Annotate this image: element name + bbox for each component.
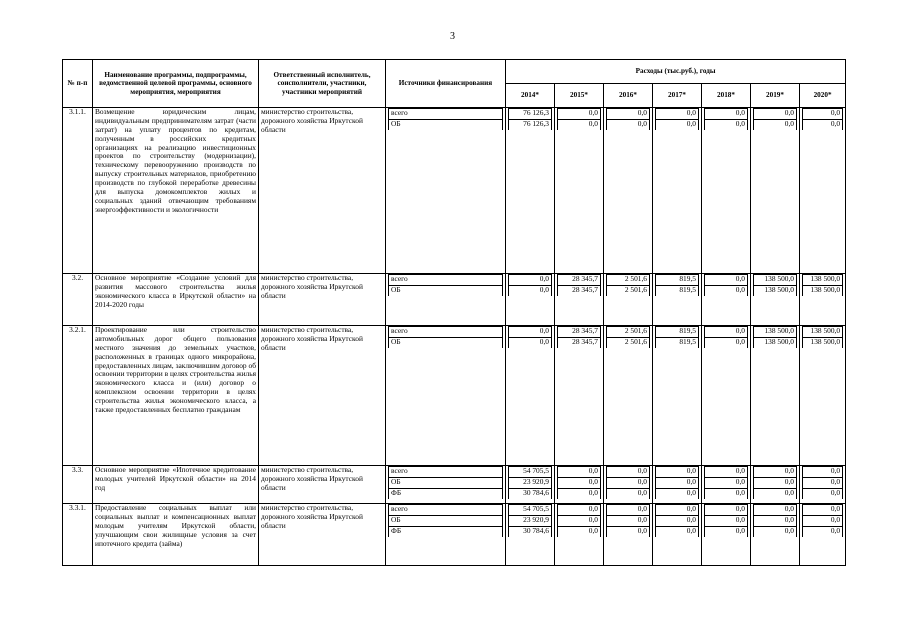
amount-cell-value: 0,0 [607, 527, 650, 538]
amount-cell-value: 0,0 [803, 478, 843, 489]
source-cell [386, 326, 506, 466]
amount-cell [800, 466, 846, 504]
row-executor: министерство строительства, дорожного хозяйства Иркутской области [259, 504, 386, 566]
row-executor: министерство строительства, дорожного хозяйства Иркутской области [259, 274, 386, 326]
source-cell-value: всего [389, 505, 503, 516]
amount-cell [751, 466, 800, 504]
amount-cell [702, 466, 751, 504]
amount-cell-value: 0,0 [558, 109, 601, 120]
source-cell-value: всего [389, 109, 503, 120]
amount-cell-value: 0,0 [705, 505, 748, 516]
amount-cell-value: 138 500,0 [754, 275, 797, 286]
amount-cell-value: 0,0 [656, 109, 699, 120]
row-executor: министерство строительства, дорожного хозяйства Иркутской области [259, 326, 386, 466]
header-year: 2017* [653, 84, 702, 108]
row-executor: министерство строительства, дорожного хозяйства Иркутской области [259, 108, 386, 274]
source-cell-value: ОБ [389, 286, 503, 297]
source-cell [386, 108, 506, 274]
amount-cell-value: 28 345,7 [558, 286, 601, 297]
amount-cell-value: 0,0 [705, 275, 748, 286]
header-executor: Ответственный исполнитель, соисполнители, участники, участники мероприятий [259, 60, 386, 108]
header-year: 2014* [506, 84, 555, 108]
table-row [63, 108, 846, 274]
source-cell [386, 466, 506, 504]
amount-cell [506, 108, 555, 274]
amount-cell [751, 108, 800, 274]
row-number: 3.3. [63, 466, 93, 504]
row-name: Основное мероприятие «Ипотечное кредитование молодых учителей Иркутской области» на 2014 год [93, 466, 259, 504]
amount-cell [604, 326, 653, 466]
source-cell-value: ОБ [389, 478, 503, 489]
amount-cell-value: 23 920,9 [509, 478, 552, 489]
amount-cell [702, 326, 751, 466]
amount-cell-value: 819,5 [656, 338, 699, 349]
amount-cell-value: 30 784,6 [509, 489, 552, 500]
amount-cell [653, 274, 702, 326]
amount-cell [702, 108, 751, 274]
amount-cell [702, 504, 751, 566]
amount-cell-value: 0,0 [656, 120, 699, 131]
amount-cell-value: 0,0 [509, 327, 552, 338]
amount-cell-value: 0,0 [803, 489, 843, 500]
amount-cell-value: 819,5 [656, 327, 699, 338]
amount-cell-value: 0,0 [754, 109, 797, 120]
amount-cell-value: 0,0 [656, 489, 699, 500]
source-cell-value: ФБ [389, 489, 503, 500]
amount-cell-value: 0,0 [558, 527, 601, 538]
header-expenses: Расходы (тыс.руб.), годы [506, 60, 846, 84]
amount-cell-value: 76 126,3 [509, 120, 552, 131]
amount-cell-value: 0,0 [509, 275, 552, 286]
amount-cell-value: 0,0 [705, 489, 748, 500]
amount-cell-value: 0,0 [705, 286, 748, 297]
header-year: 2020* [800, 84, 846, 108]
amount-cell-value: 0,0 [656, 478, 699, 489]
amount-cell-value: 0,0 [558, 505, 601, 516]
table-row [63, 326, 846, 466]
source-cell-value: ОБ [389, 120, 503, 131]
amount-cell [506, 274, 555, 326]
amount-cell-value: 0,0 [656, 467, 699, 478]
amount-cell-value: 0,0 [558, 489, 601, 500]
amount-cell-value: 0,0 [803, 120, 843, 131]
amount-cell-value: 76 126,3 [509, 109, 552, 120]
amount-cell [751, 326, 800, 466]
amount-cell-value: 2 501,6 [607, 275, 650, 286]
amount-cell-value: 2 501,6 [607, 286, 650, 297]
amount-cell-value: 0,0 [705, 327, 748, 338]
amount-cell-value: 0,0 [754, 505, 797, 516]
table-body [63, 108, 846, 566]
row-name: Предоставление социальных выплат или социальных выплат и компенсационных выплат молодым учителям Иркутской области, улучшающим свои жилищные условия за счет ипотечного кредита (займа) [93, 504, 259, 566]
amount-cell-value: 0,0 [705, 478, 748, 489]
source-cell-value: всего [389, 467, 503, 478]
amount-cell-value: 0,0 [705, 467, 748, 478]
amount-cell-value: 0,0 [607, 109, 650, 120]
source-cell-value: ОБ [389, 516, 503, 527]
amount-cell [604, 466, 653, 504]
amount-cell-value: 138 500,0 [754, 327, 797, 338]
amount-cell-value: 0,0 [754, 527, 797, 538]
amount-cell-value: 0,0 [509, 338, 552, 349]
amount-cell [800, 108, 846, 274]
amount-cell-value: 819,5 [656, 286, 699, 297]
header-year: 2015* [555, 84, 604, 108]
source-cell [386, 274, 506, 326]
amount-cell-value: 0,0 [754, 467, 797, 478]
amount-cell-value: 0,0 [803, 505, 843, 516]
amount-cell-value: 138 500,0 [803, 338, 843, 349]
amount-cell-value: 28 345,7 [558, 275, 601, 286]
amount-cell-value: 138 500,0 [803, 286, 843, 297]
amount-cell-value: 0,0 [558, 516, 601, 527]
header-year: 2016* [604, 84, 653, 108]
amount-cell [751, 274, 800, 326]
amount-cell [800, 326, 846, 466]
amount-cell [604, 108, 653, 274]
amount-cell-value: 0,0 [607, 467, 650, 478]
header-year: 2019* [751, 84, 800, 108]
amount-cell-value: 138 500,0 [754, 338, 797, 349]
source-cell [386, 504, 506, 566]
row-number: 3.1.1. [63, 108, 93, 274]
amount-cell-value: 2 501,6 [607, 327, 650, 338]
page-number: 3 [450, 31, 455, 42]
header-num: № п-п [63, 60, 93, 108]
row-name: Возмещение юридическим лицам, индивидуальным предпринимателям затрат (части затрат) на уплату процентов по кредитам, полученным в российских кредитных организациях на реализацию инвестиционных проектов по строительству (модернизации), техническому перевооружению производств по выпуску строительных материалов, приобретению производств по глубокой переработке древесины для выпуска домокомплектов жилых и социальных зданий отвечающим требованиям энергоэффективности и экологичности [93, 108, 259, 274]
amount-cell-value: 0,0 [754, 489, 797, 500]
amount-cell-value: 54 705,5 [509, 467, 552, 478]
amount-cell-value: 2 501,6 [607, 338, 650, 349]
amount-cell [555, 274, 604, 326]
amount-cell-value: 0,0 [803, 109, 843, 120]
amount-cell-value: 0,0 [509, 286, 552, 297]
amount-cell-value: 0,0 [558, 478, 601, 489]
amount-cell-value: 0,0 [607, 478, 650, 489]
amount-cell [653, 504, 702, 566]
amount-cell-value: 23 920,9 [509, 516, 552, 527]
amount-cell [555, 326, 604, 466]
amount-cell-value: 0,0 [558, 120, 601, 131]
amount-cell [653, 326, 702, 466]
amount-cell [506, 466, 555, 504]
amount-cell-value: 0,0 [754, 120, 797, 131]
amount-cell-value: 0,0 [705, 120, 748, 131]
amount-cell-value: 0,0 [803, 527, 843, 538]
amount-cell-value: 0,0 [558, 467, 601, 478]
amount-cell [653, 466, 702, 504]
row-number: 3.2. [63, 274, 93, 326]
amount-cell-value: 0,0 [607, 516, 650, 527]
amount-cell-value: 0,0 [656, 505, 699, 516]
amount-cell-value: 0,0 [656, 516, 699, 527]
amount-cell-value: 138 500,0 [803, 275, 843, 286]
amount-cell [604, 504, 653, 566]
header-name: Наименование программы, подпрограммы, ведомственной целевой программы, основного мероприятия, мероприятия [93, 60, 259, 108]
table-row [63, 274, 846, 326]
amount-cell-value: 0,0 [803, 467, 843, 478]
amount-cell-value: 0,0 [705, 516, 748, 527]
amount-cell [751, 504, 800, 566]
amount-cell [653, 108, 702, 274]
amount-cell-value: 28 345,7 [558, 327, 601, 338]
amount-cell-value: 138 500,0 [803, 327, 843, 338]
row-number: 3.2.1. [63, 326, 93, 466]
amount-cell-value: 0,0 [754, 516, 797, 527]
amount-cell-value: 138 500,0 [754, 286, 797, 297]
row-number: 3.3.1. [63, 504, 93, 566]
source-cell-value: ОБ [389, 338, 503, 349]
amount-cell [555, 108, 604, 274]
amount-cell-value: 54 705,5 [509, 505, 552, 516]
amount-cell-value: 0,0 [607, 505, 650, 516]
amount-cell-value: 0,0 [803, 516, 843, 527]
source-cell-value: всего [389, 275, 503, 286]
amount-cell-value: 0,0 [705, 338, 748, 349]
expenses-table [62, 59, 846, 566]
amount-cell-value: 28 345,7 [558, 338, 601, 349]
table-row [63, 504, 846, 566]
table-row [63, 466, 846, 504]
amount-cell [555, 466, 604, 504]
header-source: Источники финансирования [386, 60, 506, 108]
header-year: 2018* [702, 84, 751, 108]
amount-cell [800, 504, 846, 566]
source-cell-value: всего [389, 327, 503, 338]
amount-cell [604, 274, 653, 326]
amount-cell-value: 819,5 [656, 275, 699, 286]
amount-cell-value: 0,0 [705, 109, 748, 120]
amount-cell-value: 0,0 [754, 478, 797, 489]
amount-cell [506, 326, 555, 466]
amount-cell [555, 504, 604, 566]
amount-cell-value: 0,0 [607, 489, 650, 500]
amount-cell-value: 0,0 [705, 527, 748, 538]
amount-cell [800, 274, 846, 326]
amount-cell [702, 274, 751, 326]
amount-cell-value: 0,0 [656, 527, 699, 538]
source-cell-value: ФБ [389, 527, 503, 538]
row-name: Основное мероприятие «Создание условий для развития массового строительства жилья экономического класса в Иркутской области» на 2014-2020 годы [93, 274, 259, 326]
amount-cell [506, 504, 555, 566]
amount-cell-value: 30 784,6 [509, 527, 552, 538]
amount-cell-value: 0,0 [607, 120, 650, 131]
row-name: Проектирование или строительство автомобильных дорог общего пользования местного значения до земельных участков, расположенных в границах одного микрорайона, предоставленных лицам, заключившим договор об освоении территории в целях строительства жилья экономического класса и (или) договор о комплексном освоении территории в целях строительства жилья экономического класса, а также предоставленных бесплатно гражданам [93, 326, 259, 466]
row-executor: министерство строительства, дорожного хозяйства Иркутской области [259, 466, 386, 504]
